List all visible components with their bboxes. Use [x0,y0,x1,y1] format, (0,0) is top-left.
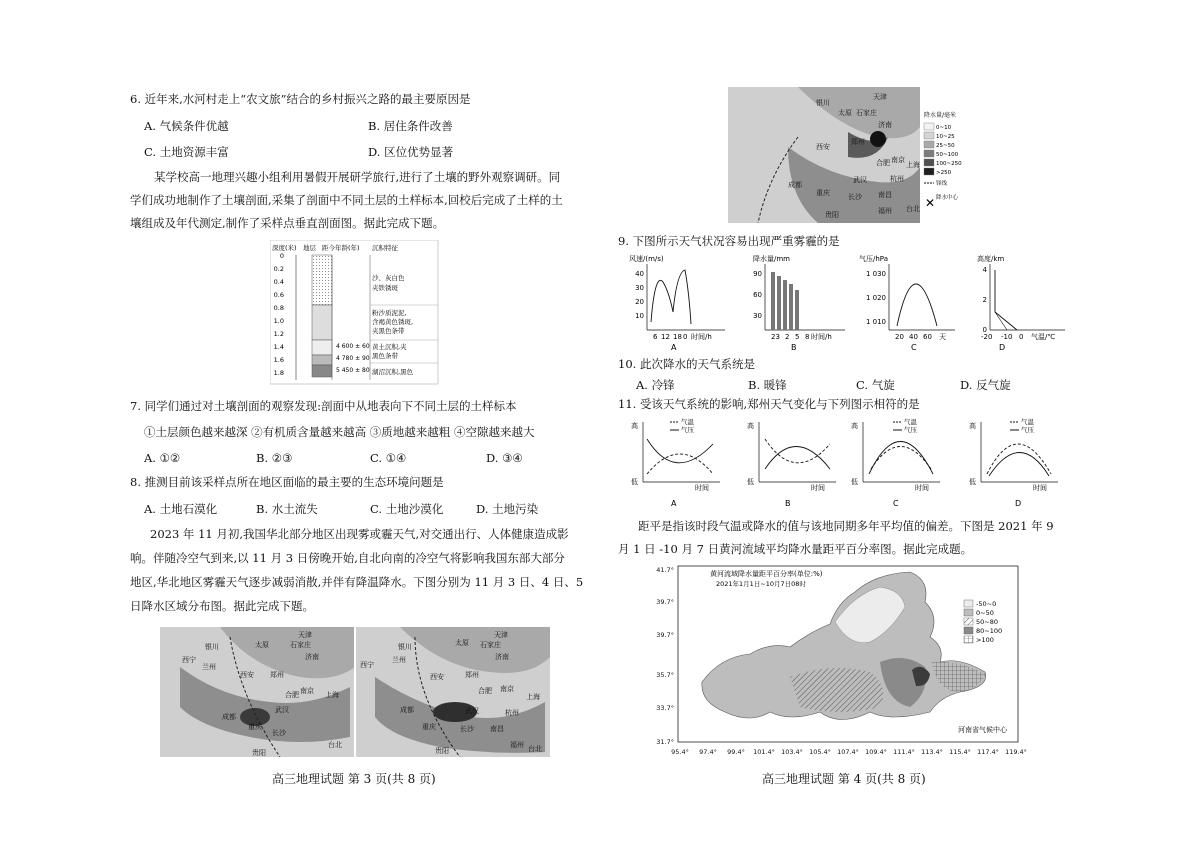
footer-right: 高三地理试题 第 4 页(共 8 页) [762,772,926,786]
svg-text:111.4°: 111.4° [893,748,915,756]
svg-text:2: 2 [785,333,790,341]
intro2-line4: 日降水区域分布图。据此完成下题。 [130,599,314,613]
soil-feature-2b: 含褐黄色锈斑, [372,318,414,326]
soil-layer-5 [312,365,332,377]
city-label: 西宁 [360,661,374,669]
precip-map-nov5 [728,87,963,223]
city-label: 贵阳 [252,749,266,757]
depth-tick: 1.6 [273,356,284,364]
city-label: 重庆 [422,723,436,731]
svg-text:气压: 气压 [681,426,694,434]
city-label: 杭州 [505,709,519,717]
depth-tick: 1.4 [273,343,284,351]
q6-option-b[interactable]: B. 居住条件改善 [368,119,453,133]
legend-item: 10~25 [936,134,955,140]
intro3-line2: 月 1 日 -10 月 7 日黄河流域平均降水量距平百分率图。据此完成题。 [618,542,973,556]
soil-depth-ticks [274,252,284,377]
q7-stem: 7. 同学们通过对土壤剖面的观察发现:剖面中从地表向下不同土层的土样标本 [130,399,517,413]
city-label: 长沙 [848,193,862,201]
city-label: 武汉 [853,176,867,184]
svg-text:气温: 气温 [1021,418,1034,426]
city-label: 台北 [328,741,342,749]
svg-text:40: 40 [909,333,918,341]
city-label: 贵阳 [825,211,839,219]
soil-feature-3b: 黑色条带 [372,352,398,360]
q11-chart-d [969,417,1058,508]
svg-text:5: 5 [795,333,800,341]
soil-feature-2c: 夹黑色条带 [372,327,405,335]
precip-maps-nov [160,627,550,757]
svg-text:39.7°: 39.7° [656,631,674,639]
svg-text:103.4°: 103.4° [781,748,803,756]
q11-charts [625,414,1185,512]
depth-tick: 0.6 [273,291,284,299]
soil-layer-4 [312,355,332,365]
svg-text:高: 高 [851,422,858,430]
q6-option-d[interactable]: D. 区位优势显著 [368,145,454,159]
city-label: 兰州 [392,656,406,664]
city-label: 济南 [495,653,509,661]
q7-option-b[interactable]: B. ②③ [256,451,293,465]
svg-text:0: 0 [982,326,987,334]
city-label: 南昌 [878,191,892,199]
city-label: 南京 [891,156,905,164]
q9-chart-d [977,254,1065,352]
svg-text:8: 8 [805,333,810,341]
map3-legend-title: 降水量/毫米 [924,112,957,119]
soil-feature-1a: 沙、灰白色 [372,274,405,282]
svg-text:117.4°: 117.4° [977,748,999,756]
city-label: 西安 [240,671,254,679]
svg-text:41.7°: 41.7° [656,566,674,574]
svg-text:12: 12 [661,333,670,341]
depth-tick: 0.4 [273,278,284,286]
intro2-line1: 2023 年 11 月初,我国华北部分地区出现雾或霾天气,对交通出行、人体健康造成影 [150,527,569,541]
soil-age-2: 4 780 ± 90 [336,355,370,362]
svg-text:低: 低 [747,478,754,486]
svg-text:时间: 时间 [1033,484,1047,492]
city-label: 银川 [398,643,412,651]
svg-text:109.4°: 109.4° [865,748,887,756]
svg-text:6: 6 [653,333,658,341]
q9-chart-c [859,254,955,352]
city-label: 郑州 [851,138,865,146]
svg-text:40: 40 [635,270,644,278]
legend-item: >250 [936,170,952,176]
intro1-line3: 壤组成及年代测定,制作了采样点垂直剖面图。据此完成下题。 [130,216,445,230]
svg-text:高: 高 [631,422,638,430]
city-label: 济南 [305,653,319,661]
soil-feature-1b: 夹铁锈斑 [372,284,398,292]
yr-xticks [671,748,1027,756]
q10-option-b[interactable]: B. 暖锋 [748,378,787,392]
svg-text:气温/℃: 气温/℃ [1031,333,1056,341]
legend-item: 25~50 [936,143,955,149]
svg-text:天: 天 [939,333,946,341]
svg-text:-10: -10 [1001,333,1013,341]
svg-text:低: 低 [851,478,858,486]
q9-charts [625,252,1185,352]
q8-stem: 8. 推测目前该采样点所在地区面临的最主要的生态环境问题是 [130,475,444,489]
soil-age-1: 4 600 ± 60 [336,343,370,350]
soil-header-feature: 沉积特征 [372,244,398,252]
soil-age-3: 5 450 ± 80 [336,367,370,374]
svg-text:101.4°: 101.4° [753,748,775,756]
q8-option-d[interactable]: D. 土地污染 [476,502,539,516]
q6-option-a[interactable]: A. 气候条件优越 [144,119,229,133]
city-label: 重庆 [248,723,262,731]
svg-text:气温: 气温 [904,418,917,426]
svg-text:气温: 气温 [681,418,694,426]
legend-item: >100 [976,636,994,644]
q10-stem: 10. 此次降水的天气系统是 [618,357,755,371]
q7-option-c[interactable]: C. ①④ [370,451,407,465]
q11-chart-a [631,417,720,508]
svg-text:1 020: 1 020 [865,294,886,302]
city-label: 银川 [816,99,830,107]
svg-text:105.4°: 105.4° [809,748,831,756]
svg-text:D: D [1015,499,1022,508]
q10-option-d[interactable]: D. 反气旋 [960,378,1011,392]
legend-item: 0~50 [976,609,994,617]
svg-text:C: C [911,343,917,352]
svg-text:113.4°: 113.4° [921,748,943,756]
svg-text:23: 23 [771,333,780,341]
svg-text:低: 低 [631,478,638,486]
intro3-line1: 距平是指该时段气温或降水的值与该地同期多年平均值的偏差。下图是 2021 年 9 [638,519,1054,533]
city-label: 武汉 [465,707,479,715]
city-label: 上海 [526,693,540,701]
svg-text:时间/h: 时间/h [811,333,832,341]
q8-option-c[interactable]: C. 土地沙漠化 [370,502,444,516]
city-label: 成都 [788,181,802,189]
q8-option-b[interactable]: B. 水土流失 [256,502,318,516]
svg-text:20: 20 [635,298,644,306]
city-label: 台北 [528,745,542,753]
legend-center: 降水中心 [936,195,959,201]
svg-text:A: A [671,499,677,508]
soil-layer-3 [312,340,332,355]
city-label: 南京 [500,685,514,693]
city-label: 重庆 [816,189,830,197]
intro2-line2: 响。伴随冷空气到来,以 11 月 3 日傍晚开始,自北向南的冷空气将影响我国东部大部分 [130,551,565,565]
intro1-line1: 某学校高一地理兴趣小组利用暑假开展研学旅行,进行了土壤的野外观察调研。同 [154,170,561,184]
city-label: 南京 [300,687,314,695]
city-label: 天津 [298,631,312,639]
city-label: 南昌 [490,725,504,733]
city-label: 西安 [430,673,444,681]
q7-items: ①土层颜色越来越深 ②有机质含量越来越高 ③质地越来越粗 ④空隙越来越大 [144,425,535,439]
svg-text:31.7°: 31.7° [656,738,674,746]
city-label: 福州 [510,741,524,749]
svg-text:时间: 时间 [915,484,929,492]
svg-text:气压: 气压 [1021,426,1034,434]
svg-text:95.4°: 95.4° [671,748,689,756]
q8-option-a[interactable]: A. 土地石漠化 [144,502,218,516]
legend-item: 0~10 [936,125,952,131]
city-label: 太原 [255,641,269,649]
svg-text:60: 60 [753,291,762,299]
city-label: 杭州 [890,175,904,183]
q6-stem: 6. 近年来,水河村走上“农文旅”结合的乡村振兴之路的最主要原因是 [130,92,471,106]
q6-option-c[interactable]: C. 土地资源丰富 [144,145,229,159]
svg-text:115.4°: 115.4° [949,748,971,756]
svg-text:97.4°: 97.4° [699,748,717,756]
svg-text:气压: 气压 [904,426,917,434]
city-label: 天津 [873,93,887,101]
depth-tick: 1.2 [273,330,284,338]
svg-text:时间/h: 时间/h [691,333,712,341]
city-label: 银川 [205,643,219,651]
svg-text:60: 60 [923,333,932,341]
svg-text:90: 90 [753,270,762,278]
soil-feature-5: 湖沼沉积,黑色 [372,368,414,376]
q11-chart-c [851,417,940,508]
soil-layer-2 [312,305,332,340]
svg-text:30: 30 [635,284,644,292]
city-label: 石家庄 [480,641,501,649]
svg-text:B: B [785,499,791,508]
q9b-ylabel: 降水量/mm [753,255,790,263]
city-label: 西安 [816,143,830,151]
q10-option-a[interactable]: A. 冷锋 [636,378,675,392]
q9c-ylabel: 气压/hPa [859,255,888,263]
city-label: 福州 [878,207,892,215]
city-label: 太原 [838,109,852,117]
city-label: 成都 [400,706,414,714]
city-label: 兰州 [202,663,216,671]
depth-tick: 1.0 [273,317,284,325]
city-label: 西宁 [182,656,196,664]
city-label: 郑州 [270,671,284,679]
footer-left: 高三地理试题 第 3 页(共 8 页) [272,772,436,786]
yr-map-source: 河南省气候中心 [958,726,1007,734]
svg-text:高: 高 [969,422,976,430]
city-label: 济南 [878,121,892,129]
city-label: 郑州 [465,671,479,679]
intro1-line2: 学们成功地制作了土壤剖面,采集了剖面中不同土层的土样标本,回校后完成了土样的土 [130,193,563,207]
soil-header-depth: 深度(米) [272,244,297,252]
svg-text:高: 高 [747,422,754,430]
svg-text:D: D [999,343,1006,352]
legend-item: 50~100 [936,152,959,158]
city-label: 石家庄 [290,641,311,649]
depth-tick: 1.8 [273,369,284,377]
svg-text:10: 10 [635,312,644,320]
city-label: 合肥 [478,687,492,695]
q11-chart-b [747,421,836,508]
city-label: 合肥 [876,159,890,167]
svg-text:33.7°: 33.7° [656,704,674,712]
svg-text:2: 2 [982,296,987,304]
legend-item: 50~80 [976,618,998,626]
q10-option-c[interactable]: C. 气旋 [856,378,895,392]
city-label: 长沙 [272,729,286,737]
city-label: 成都 [222,713,236,721]
svg-text:30: 30 [753,312,762,320]
soil-feature-3a: 黄土沉积,夹 [372,343,407,351]
svg-text:时间: 时间 [811,484,825,492]
svg-text:39.7°: 39.7° [656,598,674,606]
svg-text:99.4°: 99.4° [727,748,745,756]
yr-map-title: 黄河流域降水量距平百分率(单位:%) [710,570,823,578]
legend-item: 80~100 [976,627,1003,635]
legend-item: 100~250 [936,161,962,167]
svg-text:C: C [893,499,899,508]
svg-text:低: 低 [969,478,976,486]
city-label: 台北 [906,205,920,213]
svg-text:1 030: 1 030 [865,270,886,278]
soil-header-layer: 地层 [303,244,316,252]
depth-tick: 0 [279,252,284,260]
depth-tick: 0.2 [273,265,284,273]
city-label: 武汉 [275,706,289,714]
yr-yticks [656,566,674,746]
svg-text:20: 20 [895,333,904,341]
svg-text:B: B [791,343,797,352]
city-label: 石家庄 [856,109,877,117]
city-label: 长沙 [460,725,474,733]
svg-text:0: 0 [1019,333,1024,341]
legend-front: 锋线 [936,181,948,187]
q11-stem: 11. 受该天气系统的影响,郑州天气变化与下列图示相符的是 [618,397,920,411]
city-label: 贵阳 [435,747,449,755]
svg-text:时间: 时间 [695,484,709,492]
svg-text:35.7°: 35.7° [656,671,674,679]
q9-stem: 9. 下图所示天气状况容易出现严重雾霾的是 [618,234,840,248]
svg-text:119.4°: 119.4° [1005,748,1027,756]
q9a-ylabel: 风速/(m/s) [629,255,664,263]
soil-profile-chart [270,240,440,385]
q9d-ylabel: 高度/km [977,255,1005,263]
svg-text:107.4°: 107.4° [837,748,859,756]
city-label: 上海 [906,161,920,169]
svg-text:18: 18 [673,333,682,341]
city-label: 合肥 [285,691,299,699]
soil-header-age: 距今年龄(年) [322,244,360,252]
svg-text:1 010: 1 010 [865,318,886,326]
intro2-line3: 地区,华北地区雾霾天气逐步减弱消散,并伴有降温降水。下图分别为 11 月 3 日、4 日、5 [130,575,584,589]
depth-tick: 0.8 [273,304,284,312]
city-label: 上海 [325,691,339,699]
city-label: 天津 [494,631,508,639]
q7-option-d[interactable]: D. ③④ [486,451,523,465]
svg-text:4: 4 [982,266,987,274]
yellow-river-map [640,562,1030,762]
svg-text:0: 0 [683,333,688,341]
q9-chart-a [629,254,725,352]
svg-text:A: A [671,343,677,352]
legend-item: -50~0 [976,600,997,608]
city-label: 太原 [455,639,469,647]
yr-map-subtitle: 2021年1月1日~10月7日08时 [716,580,806,588]
q7-option-a[interactable]: A. ①② [144,451,181,465]
q9-chart-b [753,254,845,352]
svg-text:-20: -20 [981,333,993,341]
soil-feature-2a: 粉沙质泥泥, [372,309,407,317]
x-mark-icon: ✕ [925,196,936,210]
